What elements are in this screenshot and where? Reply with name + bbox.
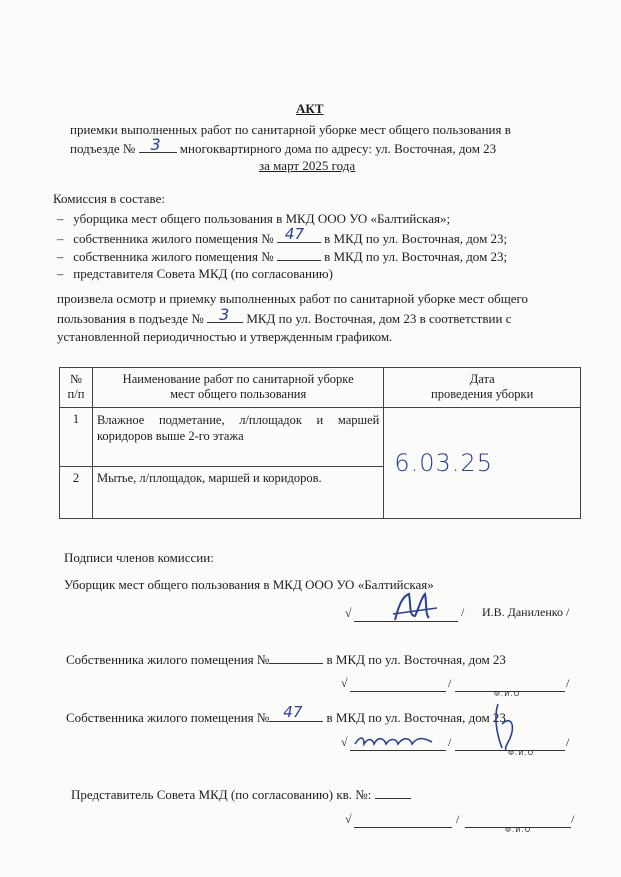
- cleaner-signature-image: [385, 590, 455, 624]
- council-signature-line: [354, 826, 452, 828]
- council-apartment-field: [375, 786, 411, 799]
- owner2-label: Собственника жилого помещения №: [66, 710, 270, 725]
- owner2-line: [66, 703, 506, 726]
- table-row: [60, 408, 581, 467]
- body-line-3: установленной периодичностью и утвержденным графиком.: [57, 329, 393, 344]
- owner1-line: [66, 651, 506, 668]
- body-line-1: произвела осмотр и приемку выполненных работ по санитарной уборке мест общего: [57, 291, 529, 306]
- subtitle-line-1: приемки выполненных работ по санитарной уборке мест общего пользования в: [70, 122, 511, 137]
- row-1-number: 1: [60, 408, 93, 467]
- commission-member-2-field: [277, 225, 321, 243]
- commission-member-4: – представителя Совета МКД (по согласованию): [57, 266, 333, 281]
- council-line: [71, 786, 411, 803]
- commission-member-3-label: собственника жилого помещения №: [73, 249, 274, 264]
- owner2-name-mark: [484, 702, 524, 752]
- subtitle-entrance-field: [139, 135, 177, 154]
- header-work-name: Наименование работ по санитарной уборке мест общего пользования: [92, 368, 383, 408]
- commission-member-2-label: собственника жилого помещения №: [73, 231, 274, 246]
- body-address: МКД по ул. Восточная, дом 23 в соответствии с: [246, 311, 512, 326]
- owner1-fio-caption: Ф.И.О: [494, 690, 521, 698]
- owner2-signature-image: [352, 732, 436, 750]
- commission-member-1-text: уборщика мест общего пользования в МКД ООО УО «Балтийская»;: [73, 211, 451, 226]
- signatures-heading: Подписи членов комиссии:: [64, 550, 214, 565]
- body-entrance-label: пользования в подъезде №: [57, 311, 204, 326]
- commission-member-3-suffix: в МКД по ул. Восточная, дом 23;: [324, 249, 508, 264]
- row-2-number: 2: [60, 467, 93, 519]
- commission-member-2-value: 47: [284, 225, 304, 243]
- owner2-address: в МКД по ул. Восточная, дом 23: [326, 710, 506, 725]
- document-title: АКТ: [296, 101, 324, 116]
- commission-member-2: – собственника жилого помещения № 47 в МКД по ул. Восточная, дом 23;: [57, 225, 508, 246]
- body-line-2: [57, 305, 512, 327]
- handwritten-date: 6.03.25: [394, 449, 493, 477]
- body-entrance-value: 3: [219, 305, 230, 324]
- row-1-work: Влажное подметание, л/площадок и маршей коридоров выше 2-го этажа: [92, 408, 383, 467]
- council-label: Представитель Совета МКД (по согласованию) кв. №:: [71, 787, 372, 802]
- header-date: Дата проведения уборки: [384, 368, 581, 408]
- subtitle-entrance-label: подъезде №: [70, 141, 136, 156]
- owner1-address: в МКД по ул. Восточная, дом 23: [326, 652, 506, 667]
- body-entrance-field: [207, 305, 243, 324]
- header-number: № п/п: [60, 368, 93, 408]
- subtitle-line-2: [70, 135, 497, 157]
- council-fio-caption: Ф.И.О: [505, 826, 532, 834]
- commission-heading: Комиссия в составе:: [53, 191, 165, 206]
- date-cell: [384, 408, 581, 519]
- table-header-row: [60, 368, 581, 408]
- commission-member-3-field: [277, 248, 321, 261]
- cleaner-name: И.В. Даниленко /: [482, 605, 570, 619]
- subtitle-period: за март 2025 года: [259, 158, 356, 173]
- commission-member-4-text: представителя Совета МКД (по согласованию): [73, 266, 333, 281]
- works-table: [59, 367, 581, 519]
- commission-member-2-suffix: в МКД по ул. Восточная, дом 23;: [324, 231, 508, 246]
- owner2-fio-caption: Ф.И.О: [508, 749, 535, 757]
- owner2-number-field: [269, 703, 323, 722]
- commission-member-1: – уборщика мест общего пользования в МКД ООО УО «Балтийская»;: [57, 211, 451, 226]
- subtitle-entrance-value: 3: [150, 135, 161, 154]
- row-2-work: Мытье, л/площадок, маршей и коридоров.: [92, 467, 383, 519]
- owner2-number-value: 47: [283, 703, 303, 721]
- subtitle-address: многоквартирного дома по адресу: ул. Восточная, дом 23: [179, 141, 497, 156]
- commission-member-3: – собственника жилого помещения № в МКД по ул. Восточная, дом 23;: [57, 249, 508, 264]
- owner1-number-field: [269, 651, 323, 664]
- cleaner-label: Уборщик мест общего пользования в МКД ООО УО «Балтийская»: [64, 577, 434, 592]
- owner1-signature-line: [350, 690, 446, 692]
- owner1-label: Собственника жилого помещения №: [66, 652, 270, 667]
